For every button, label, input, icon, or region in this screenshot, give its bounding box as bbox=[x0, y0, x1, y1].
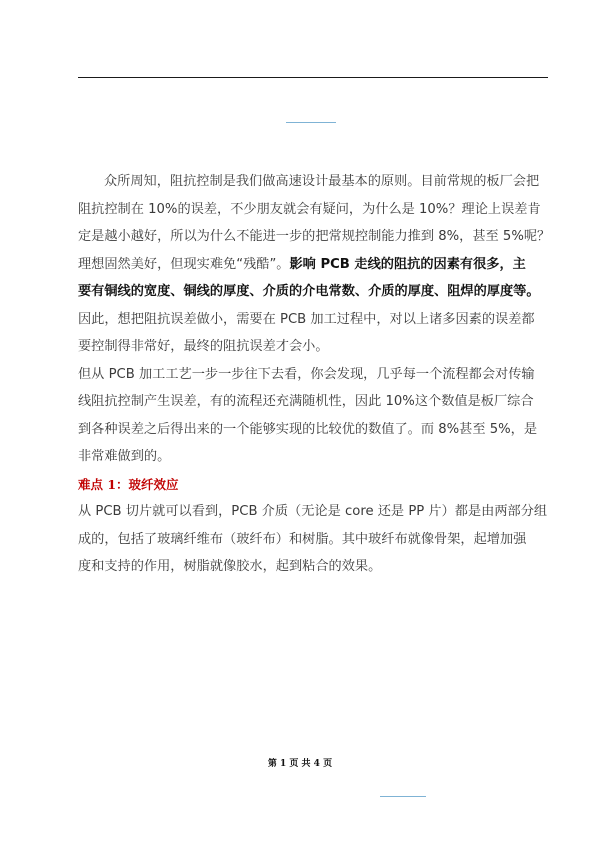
paragraph-1-line-3: 定是越小越好，所以为什么不能进一步的把常规控制能力推到 8%，甚至 5%呢？ bbox=[78, 229, 551, 244]
paragraph-3-line-2: 成的，包括了玻璃纤维布（玻纤布）和树脂。其中玻纤布就像骨架，起增加强 bbox=[78, 531, 527, 547]
paragraph-1-line-1: 众所周知，阻抗控制是我们做高速设计最基本的原则。目前常规的板厂会把 bbox=[104, 174, 540, 189]
paragraph-2-line-2: 线阻抗控制产生误差，有的流程还充满随机性，因此 10%这个数值是板厂综合 bbox=[78, 394, 534, 409]
header-rule bbox=[78, 77, 548, 78]
paragraph-1-line-6: 因此，想把阻抗误差做小，需要在 PCB 加工过程中，对以上诸多因素的误差都 bbox=[78, 311, 535, 327]
document-body bbox=[78, 168, 551, 581]
paragraph-1-line-7: 要控制得非常好，最终的阻抗误差才会小。 bbox=[78, 339, 329, 354]
section-heading: 难点 1：玻纤效应 bbox=[78, 476, 179, 492]
header-accent-line bbox=[286, 122, 336, 123]
paragraph-3-line-1: 从 PCB 切片就可以看到，PCB 介质（无论是 core 还是 PP 片）都是由两部分组 bbox=[78, 504, 548, 519]
paragraph-2-line-4: 非常难做到的。 bbox=[78, 449, 171, 464]
footer-accent-line bbox=[380, 796, 426, 797]
paragraph-1-line-4 bbox=[78, 251, 548, 279]
paragraph-1-line-2: 阻抗控制在 10%的误差，不少朋友就会有疑问，为什么是 10%？理论上误差肯 bbox=[78, 201, 541, 217]
paragraph-3-line-3: 度和支持的作用，树脂就像胶水，起到粘合的效果。 bbox=[78, 559, 382, 574]
paragraph-1-line-5: 要有铜线的宽度、铜线的厚度、介质的介电常数、介质的厚度、阻焊的厚度等。 bbox=[78, 284, 540, 299]
paragraph-1-line-4-bold: 影响 PCB 走线的阻抗的因素有很多，主 bbox=[289, 256, 526, 272]
page-number: 第 1 页 共 4 页 bbox=[267, 759, 333, 769]
paragraph-1-line-4-normal: 理想固然美好，但现实难免“残酷”。 bbox=[78, 256, 290, 272]
paragraph-2-line-3: 到各种误差之后得出来的一个能够实现的比较优的数值了。而 8%甚至 5%，是 bbox=[78, 421, 538, 437]
paragraph-2-line-1: 但从 PCB 加工工艺一步一步往下去看，你会发现，几乎每一个流程都会对传输 bbox=[78, 366, 535, 382]
